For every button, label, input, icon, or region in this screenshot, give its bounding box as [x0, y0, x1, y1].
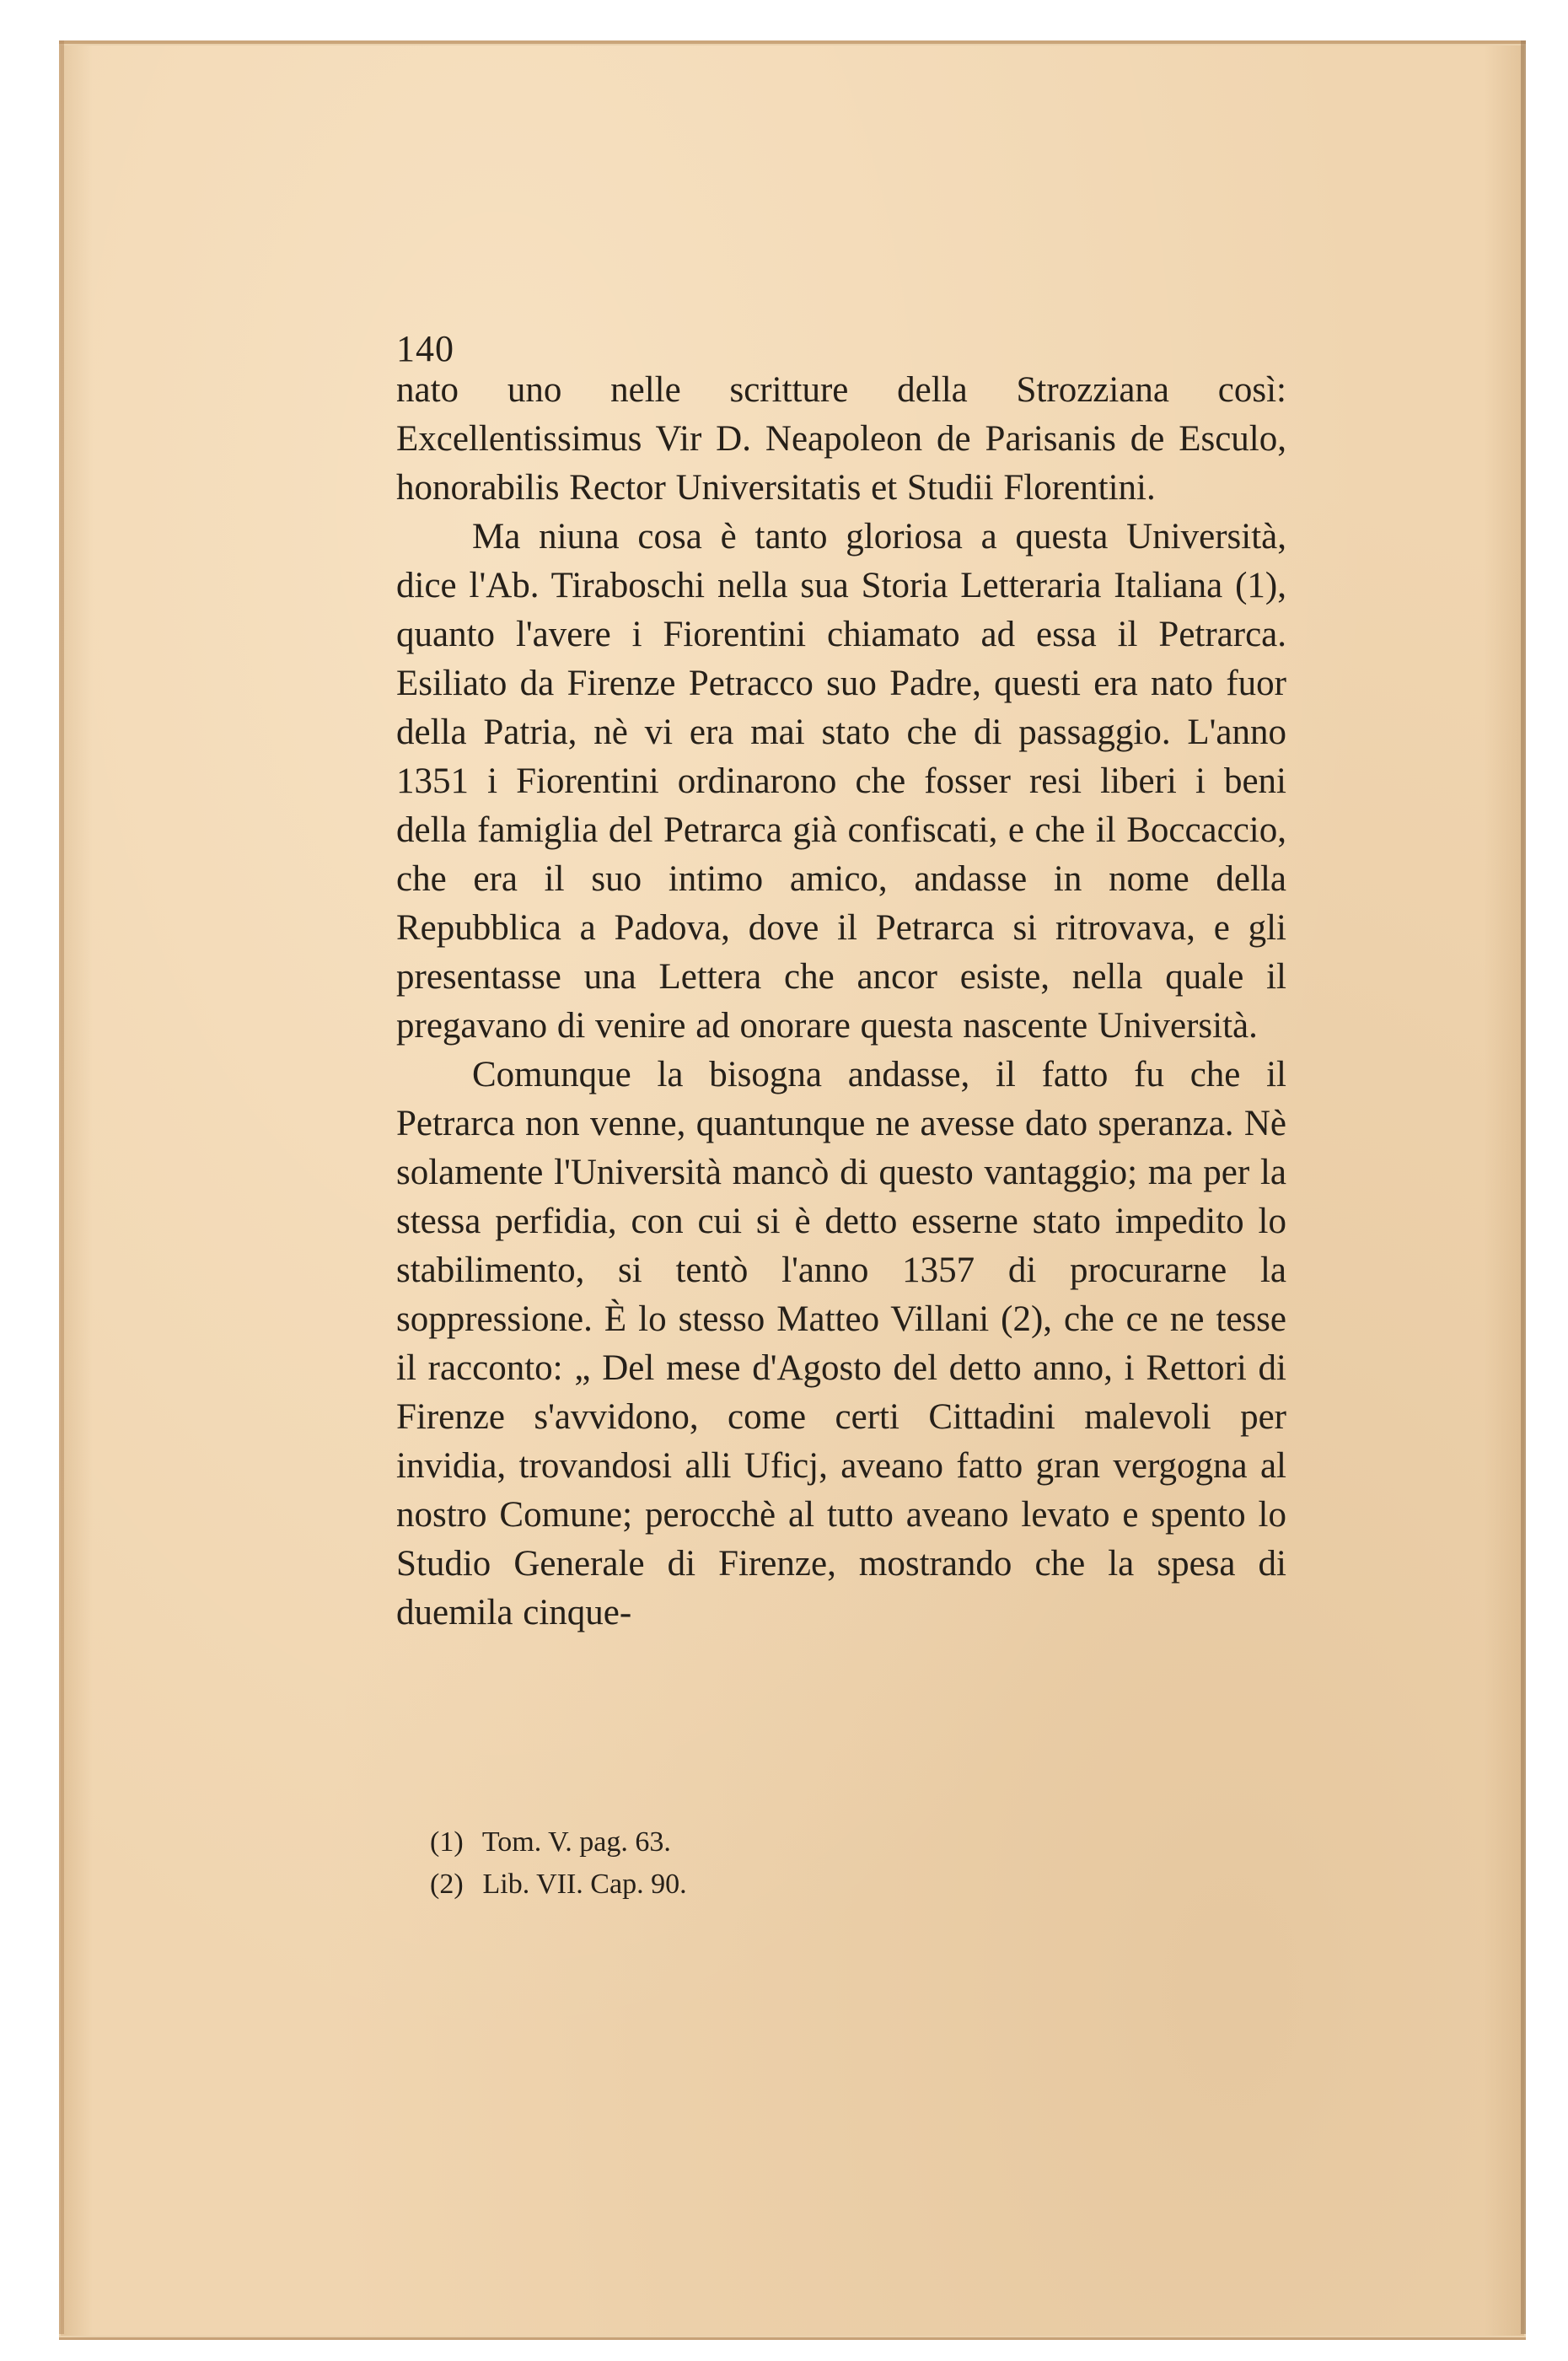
- page-number: 140: [396, 328, 454, 369]
- footnote-2-mark: (2): [430, 1869, 464, 1900]
- footnotes: [430, 1821, 687, 1906]
- paragraph-3: Comunque la bisogna andasse, il fatto fu che il Petrarca non venne, quantunque ne avesse dato speranza. Nè solamente l'Università mancò di questo vantaggio; ma per la stessa perfidia, con cui si è detto esserne stato impedito lo stabilimento, si tentò l'anno 1357 di procurarne la soppressione. È lo stesso Matteo Villani (2), che ce ne tesse il racconto: „ Del mese d'Agosto del detto anno, i Rettori di Firenze s'avvidono, come certi Cittadini malevoli per invidia, trovandosi alli Uficj, aveano fatto gran vergogna al nostro Comune; perocchè al tutto aveano levato e spento lo Studio Generale di Firenze, mostrando che la spesa di duemila cinque-: [396, 1055, 1286, 1632]
- main-text-block: [396, 327, 1286, 1638]
- footnote-1: [430, 1821, 687, 1864]
- footnote-1-text: Tom. V. pag. 63.: [481, 1826, 671, 1858]
- footnote-2-text: Lib. VII. Cap. 90.: [482, 1869, 687, 1900]
- page-left-edge: [59, 40, 64, 2334]
- paragraph-1: nato uno nelle scritture della Strozziana così: Excellentissimus Vir D. Neapoleon de Parisanis de Esculo, honorabilis Rector Universitatis et Studii Florentini.: [396, 370, 1286, 508]
- footnote-2: [430, 1864, 687, 1906]
- footnote-1-mark: (1): [430, 1826, 464, 1858]
- page-right-edge: [1521, 40, 1526, 2334]
- paragraph-2: Ma niuna cosa è tanto gloriosa a questa Università, dice l'Ab. Tiraboschi nella sua Storia Letteraria Italiana (1), quanto l'avere i Fiorentini chiamato ad essa il Petrarca. Esiliato da Firenze Petracco suo Padre, questi era nato fuor della Patria, nè vi era mai stato che di passaggio. L'anno 1351 i Fiorentini ordinarono che fosser resi liberi i beni della famiglia del Petrarca già confiscati, e che il Boccaccio, che era il suo intimo amico, andasse in nome della Repubblica a Padova, dove il Petrarca si ritrovava, e gli presentasse una Lettera che ancor esiste, nella quale il pregavano di venire ad onorare questa nascente Università.: [396, 517, 1286, 1046]
